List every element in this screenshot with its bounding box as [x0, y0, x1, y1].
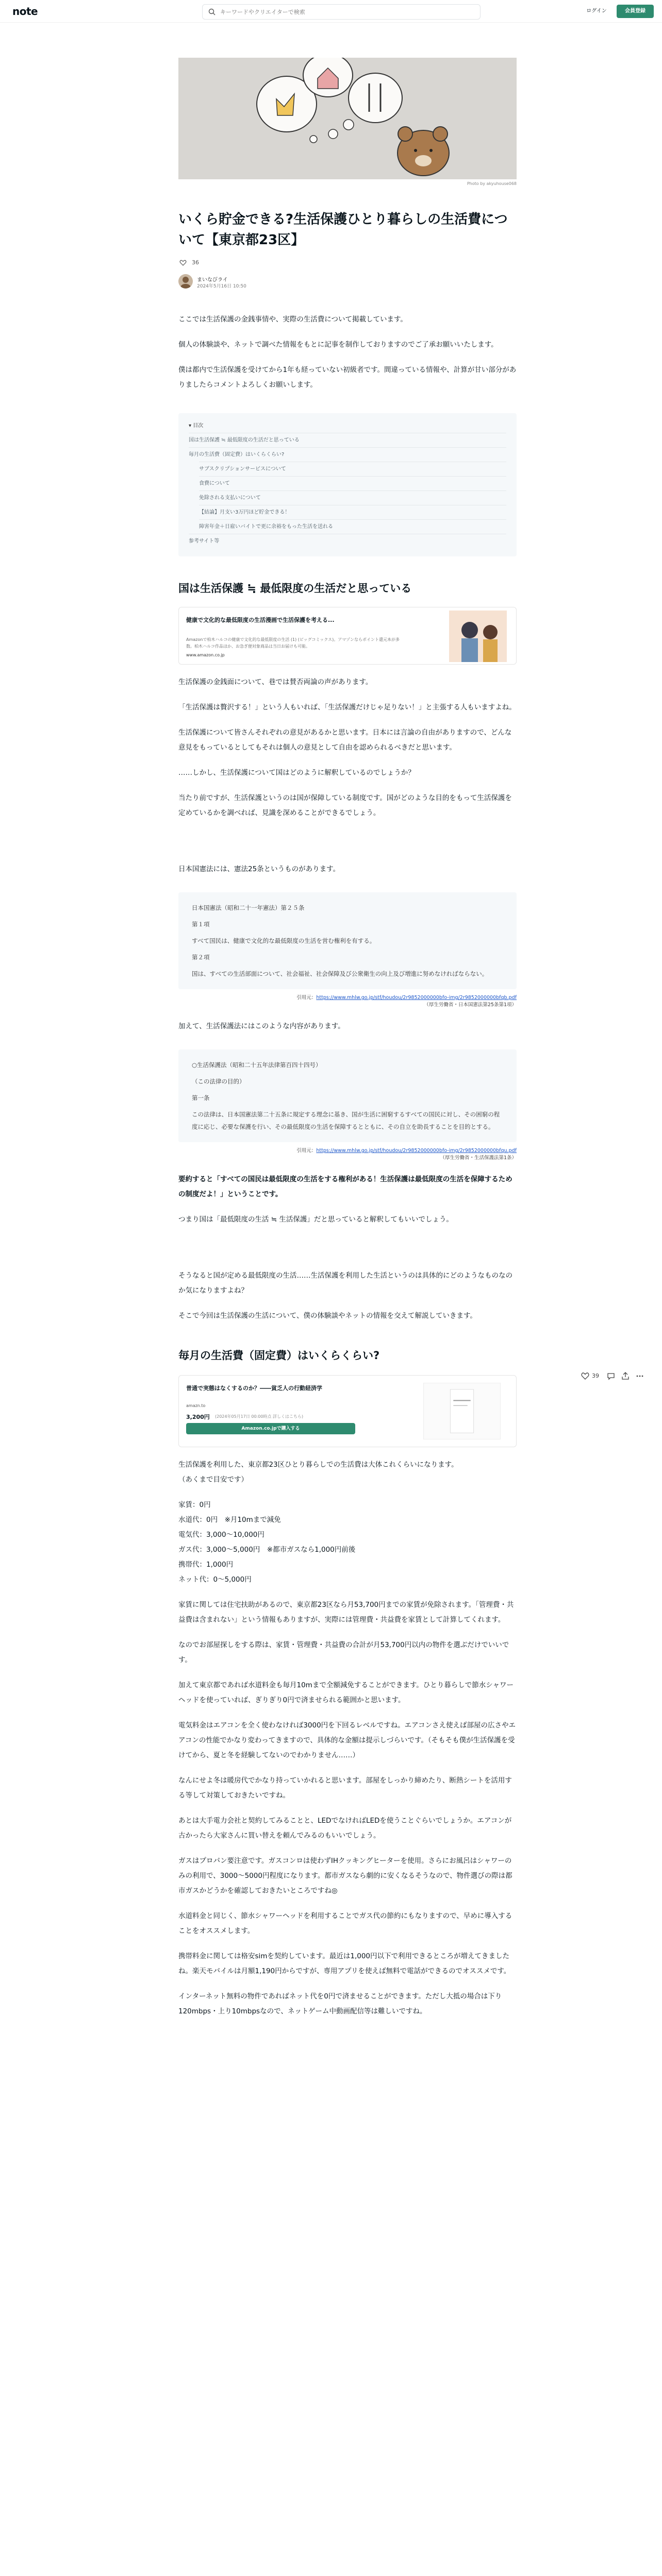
- paragraph: 生活保護について皆さんそれぞれの意見があるかと思います。日本には言論の自由がありますので、どんな意見をもっているとしてもそれは個人の意見として自由を認められるべきだと思います。: [178, 728, 512, 752]
- citation-source: （厚生労働省・生活保護法第1条）: [440, 1155, 517, 1161]
- citation-source: （厚生労働省・日本国憲法第25条第1項）: [424, 1002, 517, 1008]
- article-body: [178, 312, 517, 2019]
- section-heading: 国は生活保護 ≒ 最低限度の生活だと思っている: [178, 582, 412, 595]
- search-icon: [208, 8, 216, 16]
- spacer: [178, 1227, 517, 1258]
- site-header: [0, 0, 662, 23]
- paragraph: 電気料金はエアコンを全く使わなければ3000円を下回るレベルですね。エアコンさえ使えば部屋の広さやエアコンの性能でかなり変わってきますので、具体的な金額は提示しづらいです。（そもそも僕が生活保護を受けてから、夏と冬を経験してないのでわかりません……）: [178, 1721, 516, 1759]
- like-count[interactable]: [178, 258, 517, 268]
- login-button[interactable]: ログイン: [586, 8, 607, 14]
- product-thumbnail: [423, 1383, 501, 1439]
- like-count-floating: 39: [592, 1372, 599, 1379]
- toc-heading[interactable]: [189, 419, 506, 433]
- quote-line: すべて国民は、健康で文化的な最低限度の生活を営む権利を有する。: [192, 937, 376, 944]
- avatar[interactable]: [178, 274, 193, 289]
- toc-item[interactable]: 毎月の生活費（固定費）はいくらくらい?: [189, 447, 506, 462]
- paragraph: 生活保護を利用した、東京都23区ひとり暮らしでの生活費は大体これくらいになります。: [178, 1461, 458, 1469]
- product-price-note: (2024年05月17日 00:00時点 詳しくはこちら): [215, 1414, 304, 1419]
- toc-item[interactable]: サブスクリプションサービスについて: [199, 462, 506, 476]
- cost-item: ネット代：0～5,000円: [178, 1575, 252, 1584]
- paragraph: 家賃に関しては住宅扶助があるので、東京都23区なら月53,700円までの家賃が免除されます。「管理費・共益費は含まれない」という情報もありますが、実際には管理費・共益費を家賃として計算してくれます。: [178, 1601, 514, 1624]
- paragraph: 携帯料金に関しては格安simを契約しています。最近は1,000円以下で利用できるところが増えてきましたね。楽天モバイルは月額1,190円からですが、専用アプリを使えば無料で電話ができるのでオススメです。: [178, 1952, 511, 1975]
- paragraph: 個人の体験談や、ネットで調べた情報をもとに記事を制作しておりますのでご了承お願いいたします。: [178, 341, 498, 349]
- toc-item[interactable]: 障害年金＋日雇いバイトで更に余裕をもった生活を送れる: [199, 519, 506, 534]
- toc-item[interactable]: 食費について: [199, 476, 506, 490]
- search-box[interactable]: [202, 4, 481, 20]
- link-card-description: Amazonで柏木ハルコの健康で文化的な最低限度の生活 (1) (ビッグコミックス)。アマゾンならポイント還元本が多数。柏木ハルコ作品ほか、お急ぎ便対象商品は当日お届けも可能。: [186, 637, 400, 649]
- quote-line: この法律は、日本国憲法第二十五条に規定する理念に基き、国が生活に困窮するすべての国民に対し、その困窮の程度に応じ、必要な保護を行い、その最低限度の生活を保障するとともに、その自立を助長することを目的とする。: [192, 1111, 500, 1130]
- link-card-thumbnail: [449, 611, 507, 662]
- paragraph: インターネット無料の物件であればネット代を0円で済ませることができます。ただし大抵の場合は下り120mbps・上り10mbpsなので、ネットゲーム中動画配信等は難しいですね。: [178, 1992, 502, 2015]
- toc-item[interactable]: 国は生活保護 ≒ 最低限度の生活だと思っている: [189, 433, 506, 447]
- paragraph: 僕は都内で生活保護を受けてから1年も経っていない初級者です。間違っている情報や、計算が甘い部分がありましたらコメントよろしくお願いします。: [178, 366, 517, 389]
- citation: [178, 1147, 517, 1162]
- cost-item: 携帯代：1,000円: [178, 1561, 234, 1569]
- paragraph: （あくまで目安です）: [178, 1476, 248, 1484]
- photo-credit: Photo by akyuhouse068: [467, 181, 517, 186]
- section-heading: 毎月の生活費（固定費）はいくらくらい?: [178, 1349, 380, 1362]
- article-title: いくら貯金できる?生活保護ひとり暮らしの生活費について【東京都23区】: [178, 212, 508, 248]
- amazon-product-card[interactable]: [178, 1375, 517, 1447]
- link-card-url: www.amazon.co.jp: [186, 653, 225, 657]
- paragraph: 「生活保護は贅沢する！」という人もいれば、「生活保護だけじゃ足りない！」と主張する人もいますよね。: [178, 703, 516, 711]
- paragraph: そこで今回は生活保護の生活について、僕の体験談やネットの情報を交えて解説していきます。: [178, 1312, 477, 1320]
- article: [178, 58, 517, 2019]
- avatar-image: [178, 274, 193, 289]
- toc-item[interactable]: 免除される支払いについて: [199, 490, 506, 505]
- paragraph: 加えて東京都であれば水道料金も毎月10mまで全額減免することができます。ひとり暮らしで節水シャワーヘッドを使っていれば、ぎりぎり0円で済ませられる範囲かと思います。: [178, 1681, 514, 1704]
- comment-icon[interactable]: [606, 1371, 616, 1381]
- link-card[interactable]: [178, 607, 517, 665]
- citation-link[interactable]: https://www.mhlw.go.jp/stf/houdou/2r9852000000bfo-img/2r9852000000bfqb.pdf: [316, 995, 517, 1001]
- paragraph: ガスはプロパン要注意です。ガスコンロは使わずIHクッキングヒーターを使用。さらにお風呂はシャワーのみの利用で、3000～5000円程度になります。都市ガスなら劇的に安くなるそうなので、物件選びの際は都市ガスかどうかを確認しておきたいところですね◎: [178, 1857, 512, 1895]
- quote-line: 第１項: [192, 921, 210, 928]
- paragraph: ここでは生活保護の金銭事情や、実際の生活費について掲載しています。: [178, 315, 407, 324]
- paragraph: 生活保護の金銭面について、巷では賛否両論の声があります。: [178, 678, 373, 686]
- citation-label: 引用元：: [296, 995, 317, 1001]
- paragraph: 当たり前ですが、生活保護というのは国が保障している制度です。国がどのような目的をもって生活保護を定めているかを調べれば、見識を深めることができるでしょう。: [178, 794, 512, 817]
- paragraph: 水道料金と同じく、節水シャワーヘッドを利用することでガス代の節約にもなりますので、早めに導入することをオススメします。: [178, 1912, 512, 1935]
- hero-illustration: [178, 58, 517, 179]
- paragraph: そうなると国が定める最低限度の生活……生活保護を利用した生活というのは具体的にどのようなものなのか気になりますよね？: [178, 1272, 512, 1295]
- author-name[interactable]: まいなびライ: [197, 277, 228, 283]
- paragraph: つまり国は「最低限度の生活 ≒ 生活保護」だと思っていると解釈してもいいでしょう。: [178, 1215, 453, 1224]
- more-icon[interactable]: [635, 1371, 644, 1381]
- paragraph: 加えて、生活保護法にはこのような内容があります。: [178, 1022, 345, 1030]
- cost-item: 水道代：0円 ※月10mまで減免: [178, 1516, 281, 1524]
- citation: [178, 994, 517, 1009]
- floating-actions: [581, 1370, 648, 1383]
- cost-item: 家賃：0円: [178, 1501, 211, 1509]
- author-block[interactable]: [178, 273, 517, 292]
- share-icon[interactable]: [621, 1371, 630, 1381]
- product-title: 普通で実態はなくするのか？――貧乏人の行動経済学: [186, 1385, 322, 1392]
- paragraph-bold: [178, 1172, 517, 1202]
- paragraph: 日本国憲法には、憲法25条というものがあります。: [178, 865, 340, 873]
- quote-line: 第一条: [192, 1094, 210, 1101]
- paragraph: ……しかし、生活保護について国はどのように解釈しているのでしょうか？: [178, 769, 415, 777]
- toc-item[interactable]: 【結論】月支い3万円ほど貯金できる！: [199, 505, 506, 519]
- quote-line: 日本国憲法（昭和二十一年憲法）第２５条: [192, 904, 305, 911]
- quote-block: [178, 1049, 517, 1142]
- citation-link[interactable]: https://www.mhlw.go.jp/stf/houdou/2r9852000000bfo-img/2r9852000000bfqu.pdf: [316, 1148, 517, 1154]
- buy-on-amazon-button[interactable]: Amazon.co.jpで購入する: [186, 1423, 355, 1434]
- signup-button[interactable]: 会員登録: [617, 5, 654, 18]
- quote-block: [178, 892, 517, 989]
- bold-text: 要約すると「すべての国民は最低限度の生活をする権利がある！生活保護は最低限度の生活を保障するための制度だよ！」ということです。: [178, 1175, 512, 1198]
- spacer: [178, 821, 517, 852]
- cost-item: 電気代：3,000～10,000円: [178, 1531, 264, 1539]
- toc-item[interactable]: 参考サイト等: [189, 534, 506, 548]
- note-logo[interactable]: note: [12, 5, 38, 18]
- paragraph: あとは大手電力会社と契約してみることと、LEDでなければLEDを使うことぐらいでしょうか。エアコンが古かったら大家さんに買い替えを頼んでみるのもいいでしょう。: [178, 1817, 512, 1840]
- product-source: amazn.to: [186, 1403, 206, 1408]
- link-card-title: 健康で文化的な最低限度の生活漫画で生活保護を考える...: [186, 617, 335, 623]
- quote-line: （この法律の目的）: [192, 1078, 245, 1085]
- quote-line: 国は、すべての生活部面について、社会福祉、社会保障及び公衆衛生の向上及び増進に努めなければならない。: [192, 970, 488, 977]
- heart-icon[interactable]: [581, 1371, 590, 1381]
- quote-line: 第２項: [192, 954, 210, 961]
- citation-label: 引用元：: [296, 1148, 317, 1154]
- search-input[interactable]: [220, 7, 468, 16]
- table-of-contents: [178, 413, 517, 556]
- publish-date: 2024年5月16日 10:50: [197, 284, 246, 289]
- hero-image: [178, 58, 517, 179]
- toc-heading-label: 目次: [193, 423, 204, 429]
- like-number: 36: [192, 259, 199, 266]
- product-price: 3,200円: [186, 1414, 210, 1420]
- heart-icon[interactable]: [179, 259, 187, 266]
- quote-line: ○生活保護法（昭和二十五年法律第百四十四号）: [192, 1061, 322, 1069]
- cost-item: ガス代：3,000～5,000円 ※都市ガスなら1,000円前後: [178, 1546, 356, 1554]
- paragraph: なんにせよ冬は暖房代でかなり持っていかれると思います。部屋をしっかり締めたり、断熱シートを活用する等して対策しておきたいですね。: [178, 1776, 512, 1800]
- toc-toggle-icon: ▾: [189, 423, 193, 429]
- paragraph: なのでお部屋探しをする際は、家賃・管理費・共益費の合計が月53,700円以内の物件を選ぶだけでいいです。: [178, 1641, 509, 1664]
